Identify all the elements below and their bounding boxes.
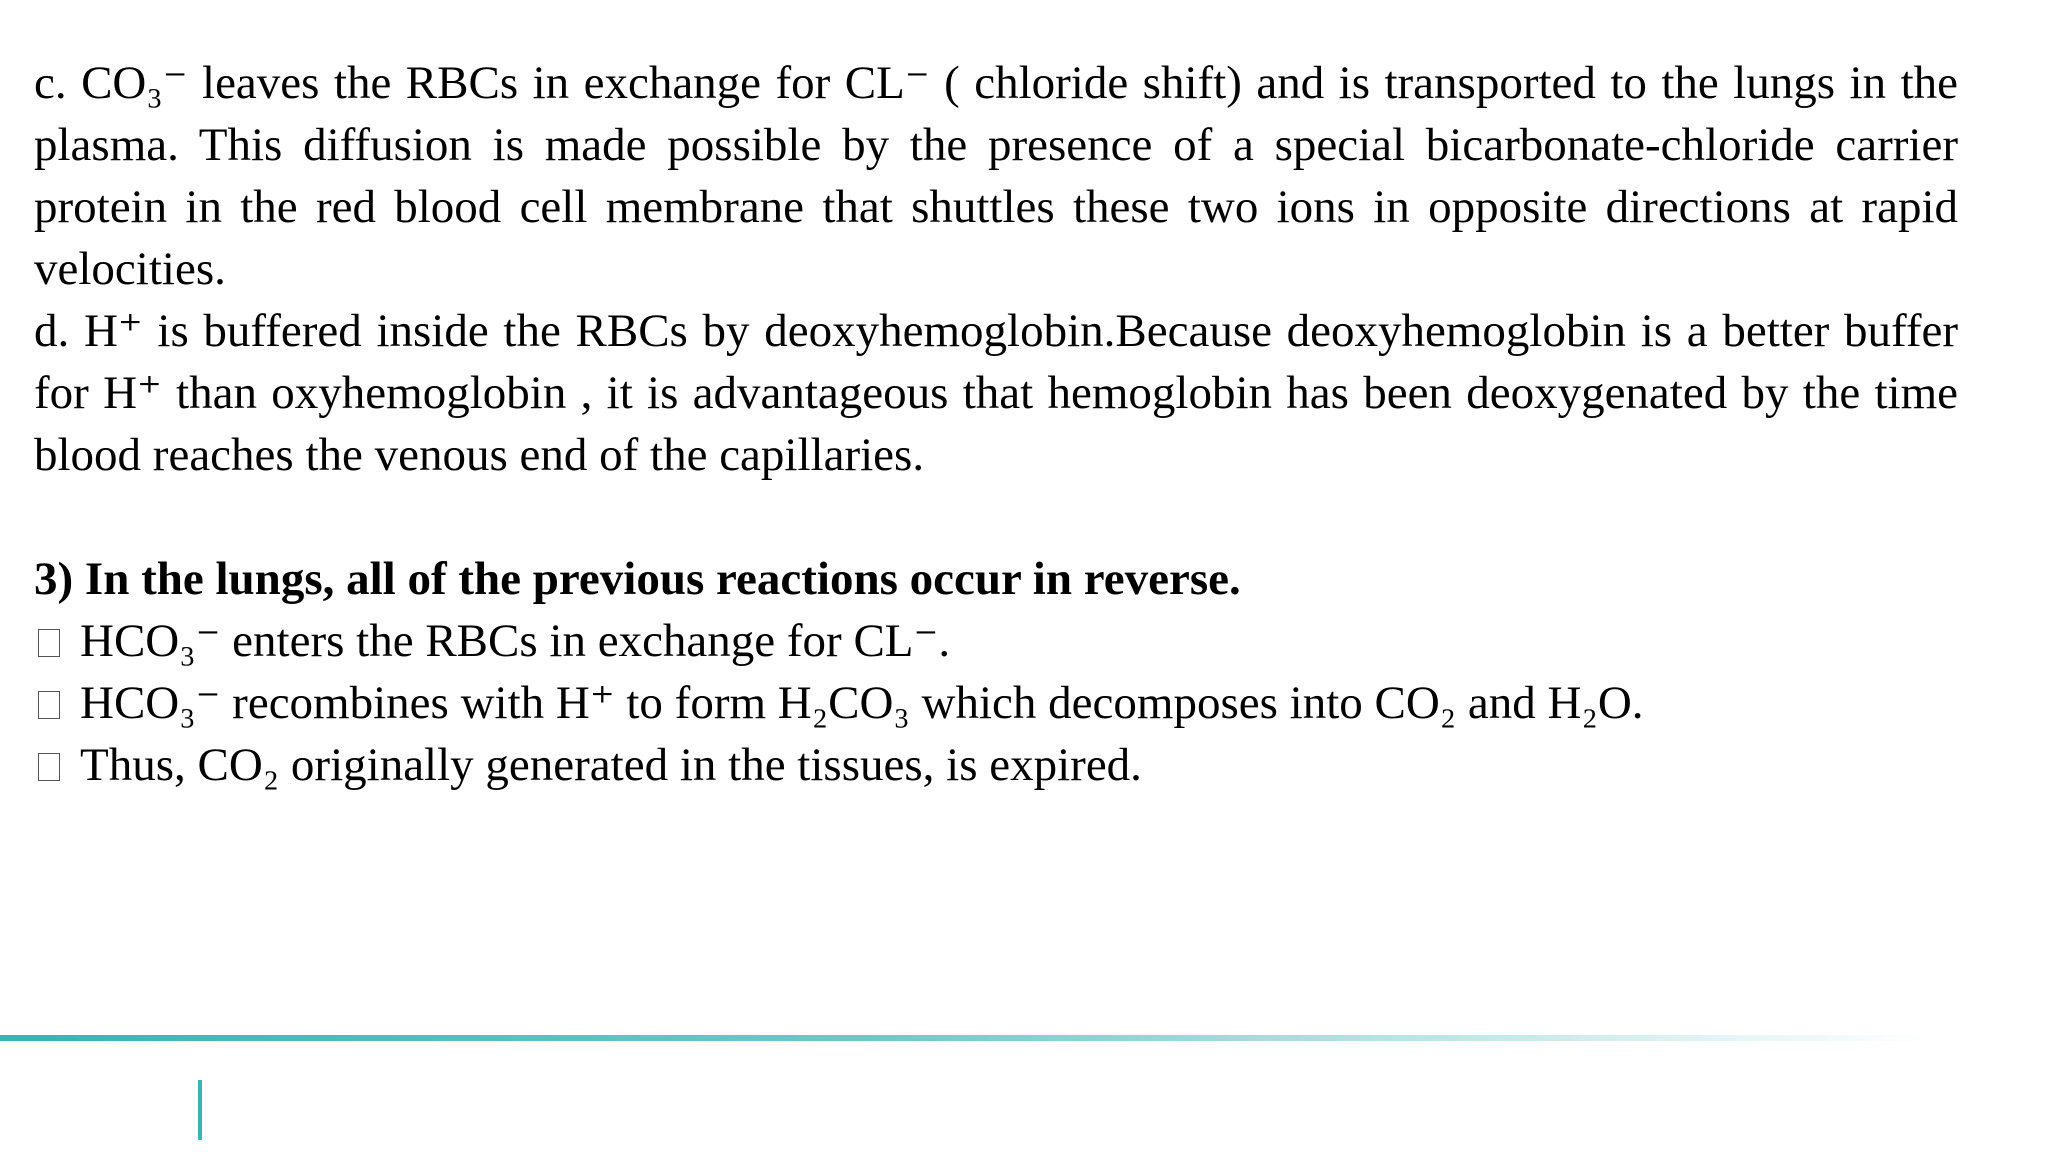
square-bullet-icon: [38, 753, 60, 781]
paragraph-d: d. H⁺ is buffered inside the RBCs by deoxyhemoglobin.Because deoxyhemoglobin is a better buffer for H⁺ than oxyhemoglobin , it is advantageous that hemoglobin has been deoxygenated by the time blood reaches the venous end of the capillaries.: [34, 305, 1958, 481]
paragraph-c: c. CO₃⁻ leaves the RBCs in exchange for CL⁻ ( chloride shift) and is transported to the lungs in the plasma. This diffusion is made possible by the presence of a special bicarbonate-chloride carrier protein in the red blood cell membrane that shuttles these two ions in opposite directions at rapid velocities.: [34, 57, 1958, 295]
bullet-text: HCO₃⁻ recombines with H⁺ to form H₂CO₃ which decomposes into CO₂ and H₂O.: [80, 677, 1644, 729]
square-bullet-icon: [38, 629, 60, 657]
spacer: [34, 486, 1958, 548]
square-bullet-icon: [38, 691, 60, 719]
bullet-item: [34, 672, 1958, 734]
footer-accent-bar: [198, 1080, 202, 1140]
bullet-text: HCO₃⁻ enters the RBCs in exchange for CL⁻.: [80, 615, 951, 667]
footer-divider: [0, 1035, 1930, 1041]
bullet-item: [34, 734, 1958, 796]
bullet-item: [34, 610, 1958, 672]
bullet-text: Thus, CO₂ originally generated in the tissues, is expired.: [80, 739, 1142, 791]
section-3-heading: 3) In the lungs, all of the previous reactions occur in reverse.: [34, 553, 1241, 605]
slide-content: [34, 52, 1958, 796]
